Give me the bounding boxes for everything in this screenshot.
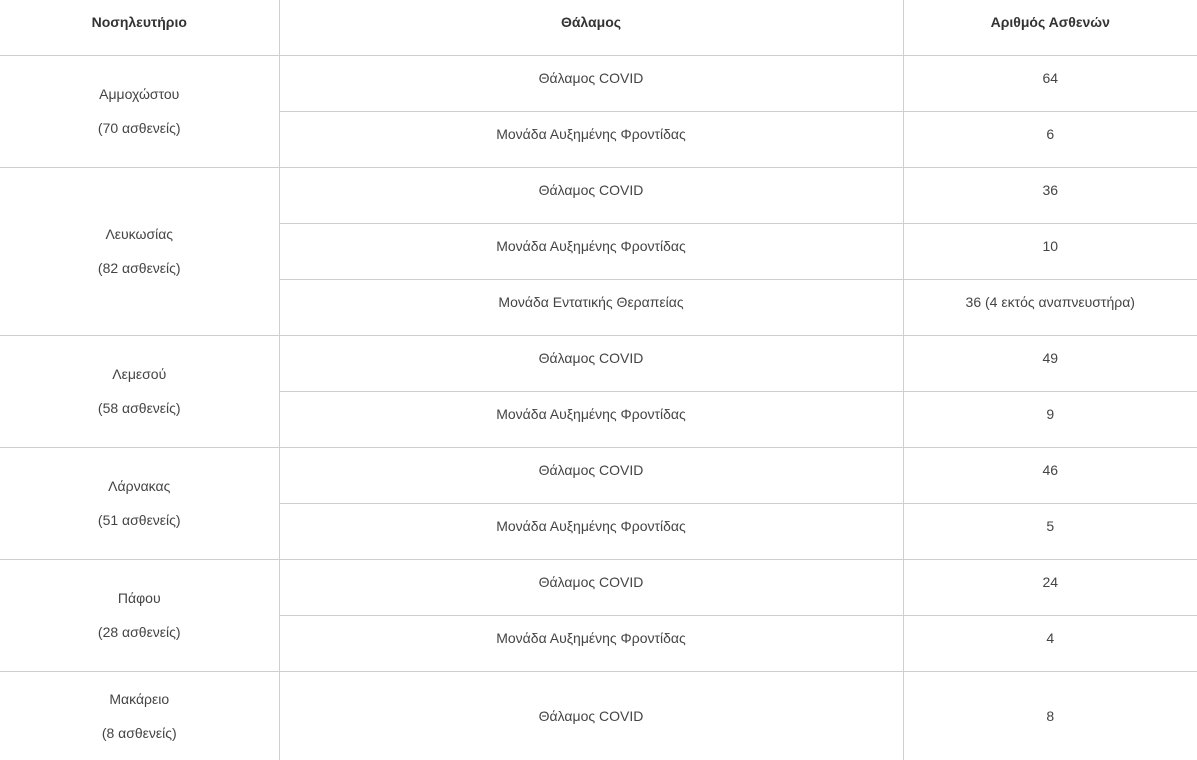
patient-count: 36 bbox=[1042, 181, 1059, 198]
hospital-total: (58 ασθενείς) bbox=[97, 400, 181, 416]
ward-cell bbox=[279, 447, 903, 503]
hospital-total: (8 ασθενείς) bbox=[101, 724, 177, 741]
patient-count: 36 (4 εκτός αναπνευστήρα) bbox=[965, 293, 1135, 310]
count-cell bbox=[903, 559, 1197, 615]
table-row bbox=[0, 55, 1197, 111]
ward-cell bbox=[279, 671, 903, 760]
ward-name: Θάλαμος COVID bbox=[538, 69, 644, 86]
count-cell bbox=[903, 503, 1197, 559]
ward-cell bbox=[279, 391, 903, 447]
table-row bbox=[0, 671, 1197, 760]
hospital-cell bbox=[0, 447, 279, 559]
count-cell bbox=[903, 335, 1197, 391]
ward-cell bbox=[279, 559, 903, 615]
ward-cell bbox=[279, 167, 903, 223]
table-body bbox=[0, 55, 1197, 760]
ward-cell bbox=[279, 503, 903, 559]
count-cell bbox=[903, 279, 1197, 335]
patient-count: 8 bbox=[1046, 707, 1055, 724]
header-hospital bbox=[0, 0, 279, 55]
ward-cell bbox=[279, 615, 903, 671]
patient-count: 49 bbox=[1042, 349, 1059, 366]
count-cell bbox=[903, 391, 1197, 447]
table-row bbox=[0, 559, 1197, 615]
hospital-name: Πάφου bbox=[117, 590, 161, 606]
ward-cell bbox=[279, 279, 903, 335]
count-cell bbox=[903, 671, 1197, 760]
ward-name: Θάλαμος COVID bbox=[538, 461, 644, 478]
header-ward-label: Θάλαμος bbox=[560, 14, 622, 30]
hospital-total: (51 ασθενείς) bbox=[97, 512, 181, 528]
ward-cell bbox=[279, 335, 903, 391]
count-cell bbox=[903, 615, 1197, 671]
table-header bbox=[0, 0, 1197, 55]
patient-count: 64 bbox=[1042, 69, 1059, 86]
ward-cell bbox=[279, 223, 903, 279]
ward-name: Θάλαμος COVID bbox=[538, 349, 644, 366]
ward-name: Θάλαμος COVID bbox=[538, 707, 644, 724]
patient-count: 10 bbox=[1042, 237, 1059, 254]
hospital-cell bbox=[0, 559, 279, 671]
ward-name: Μονάδα Αυξημένης Φροντίδας bbox=[496, 237, 686, 254]
patient-count: 4 bbox=[1046, 629, 1055, 646]
table-row bbox=[0, 167, 1197, 223]
ward-name: Μονάδα Αυξημένης Φροντίδας bbox=[496, 629, 686, 646]
count-cell bbox=[903, 111, 1197, 167]
hospital-cell bbox=[0, 671, 279, 760]
ward-cell bbox=[279, 111, 903, 167]
table-row bbox=[0, 335, 1197, 391]
patient-count: 5 bbox=[1046, 517, 1055, 534]
hospital-name: Λεμεσού bbox=[112, 366, 167, 382]
hospital-name: Μακάρειο bbox=[109, 690, 170, 707]
count-cell bbox=[903, 447, 1197, 503]
ward-name: Θάλαμος COVID bbox=[538, 573, 644, 590]
hospital-cell bbox=[0, 167, 279, 335]
ward-name: Μονάδα Εντατικής Θεραπείας bbox=[498, 293, 684, 310]
hospital-total: (82 ασθενείς) bbox=[97, 260, 181, 276]
hospital-cell bbox=[0, 55, 279, 167]
count-cell bbox=[903, 55, 1197, 111]
header-hospital-label: Νοσηλευτήριο bbox=[91, 14, 187, 30]
hospital-total: (70 ασθενείς) bbox=[97, 120, 181, 136]
patient-count: 6 bbox=[1046, 125, 1055, 142]
hospital-name: Αμμοχώστου bbox=[99, 86, 180, 102]
hospital-cell bbox=[0, 335, 279, 447]
table-row bbox=[0, 447, 1197, 503]
header-patients-label: Αριθμός Ασθενών bbox=[990, 14, 1110, 30]
ward-cell bbox=[279, 55, 903, 111]
hospital-total: (28 ασθενείς) bbox=[97, 624, 181, 640]
count-cell bbox=[903, 167, 1197, 223]
patient-count: 46 bbox=[1042, 461, 1059, 478]
ward-name: Μονάδα Αυξημένης Φροντίδας bbox=[496, 517, 686, 534]
header-patients bbox=[903, 0, 1197, 55]
ward-name: Μονάδα Αυξημένης Φροντίδας bbox=[496, 125, 686, 142]
ward-name: Μονάδα Αυξημένης Φροντίδας bbox=[496, 405, 686, 422]
header-row bbox=[0, 0, 1197, 55]
count-cell bbox=[903, 223, 1197, 279]
patient-count: 9 bbox=[1046, 405, 1055, 422]
hospital-name: Λάρνακας bbox=[108, 478, 171, 494]
patient-count: 24 bbox=[1042, 573, 1059, 590]
ward-name: Θάλαμος COVID bbox=[538, 181, 644, 198]
header-ward bbox=[279, 0, 903, 55]
hospital-name: Λευκωσίας bbox=[105, 226, 174, 242]
